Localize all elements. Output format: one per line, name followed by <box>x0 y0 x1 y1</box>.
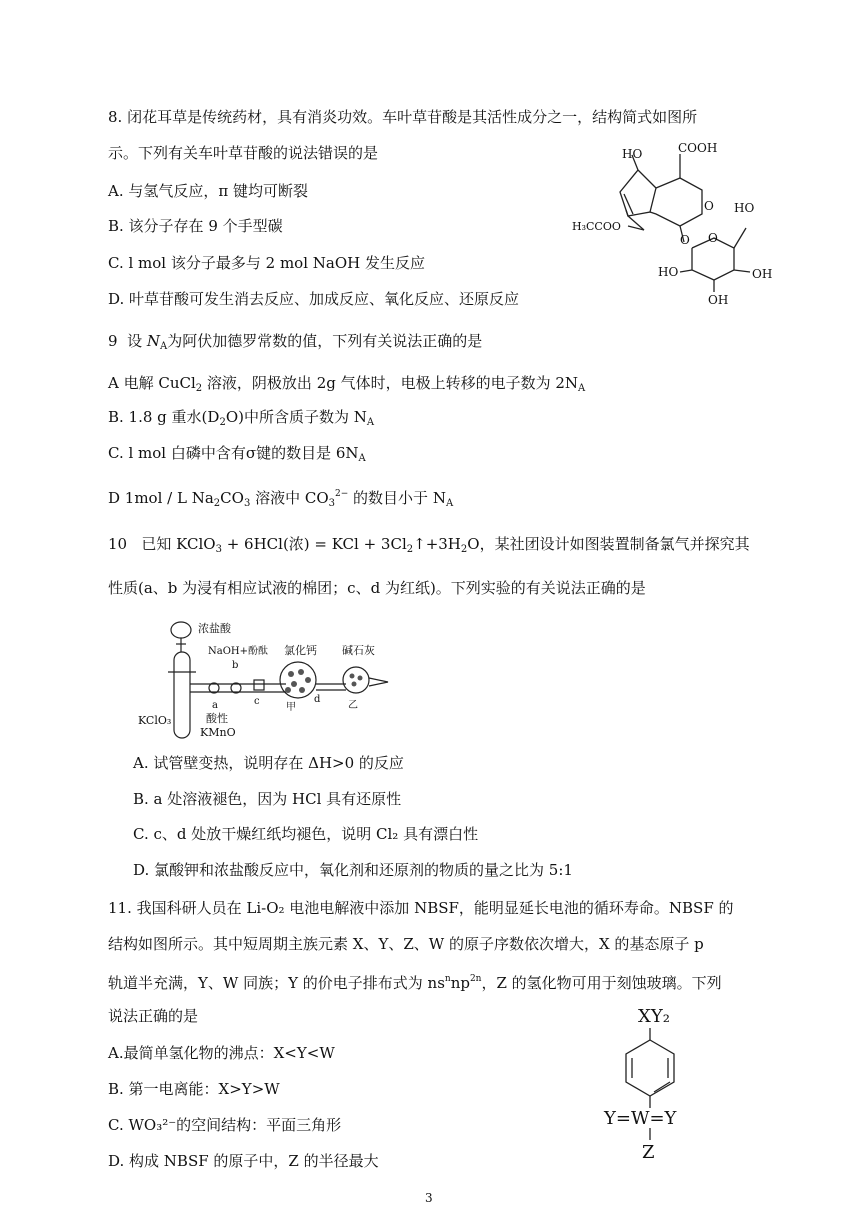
q8-sugar-o-label: O <box>708 231 718 245</box>
q8-cooh-label: COOH <box>678 141 718 155</box>
q9-na-symbol: N <box>146 332 161 350</box>
q8-option-c: C. l mol 该分子最多与 2 mol NaOH 发生反应 <box>108 254 425 272</box>
q10-eq-s3: 2 <box>460 544 468 555</box>
q11-z-label: Z <box>642 1142 655 1163</box>
q9-stem-start: 设 <box>127 332 143 350</box>
q9-c-pre: C. l mol 白磷中含有σ键的数目是 6N <box>108 444 359 462</box>
q9-d-sup3: 2− <box>335 489 349 499</box>
q11-stem-line1: 11. 我国科研人员在 Li-O₂ 电池电解液中添加 NBSF，能明显延长电池的循环寿命。NBSF 的 <box>108 899 734 917</box>
q8-ho3-label: HO <box>658 265 679 279</box>
q10-d-label: d <box>314 694 321 705</box>
q11-option-b: B. 第一电离能：X>Y>W <box>108 1080 280 1098</box>
q11-option-d: D. 构成 NBSF 的原子中，Z 的半径最大 <box>108 1152 379 1170</box>
q10-option-a: A. 试管壁变热，说明存在 ΔH>0 的反应 <box>133 754 404 772</box>
q10-eq-s2: 2 <box>406 544 414 555</box>
q9-b-end: A <box>366 417 375 428</box>
q8-stem-line1: 8. 闭花耳草是传统药材，具有消炎功效。车叶草苷酸是其活性成分之一，结构简式如图所 <box>108 108 698 126</box>
q11-l3-pre: 轨道半充满，Y、W 同族；Y 的价电子排布式为 ns <box>108 974 445 992</box>
q9-c-end: A <box>358 453 366 464</box>
q8-option-a: A. 与氢气反应，π 键均可断裂 <box>108 182 308 200</box>
q10-yi-label: 乙 <box>348 700 358 711</box>
q11-stem-line4: 说法正确的是 <box>108 1007 199 1025</box>
q8-ho-label: HO <box>622 147 643 161</box>
q11-top-label: XY₂ <box>638 1006 670 1027</box>
q9-b-sub: 2 <box>219 417 226 428</box>
q11-l3-post: ，Z 的氢化物可用于刻蚀玻璃。下列 <box>481 974 722 992</box>
q10-cacl2-label: 氯化钙 <box>284 644 317 657</box>
q9-d-sub2: 3 <box>243 498 251 509</box>
q8-ester-label: H₃CCOO <box>572 220 621 233</box>
q8-oh1-label: OH <box>752 267 773 281</box>
q11-l3-sup1: n <box>444 974 451 984</box>
q8-oh2-label: OH <box>708 293 729 307</box>
q10-sodalime-label: 碱石灰 <box>342 644 375 657</box>
q10-b-label: b <box>232 660 239 671</box>
q10-eq-post: O，某社团设计如图装置制备氯气并探究其 <box>467 535 750 553</box>
q10-stem-line1 <box>108 534 750 560</box>
q10-conc-hcl-label: 浓盐酸 <box>198 622 231 635</box>
q9-b-post: O)中所含质子数为 N <box>225 408 367 426</box>
q9-option-b <box>108 407 374 433</box>
q9-stem <box>108 331 482 357</box>
q10-eq-mid2: ↑+3H <box>413 535 461 553</box>
q10-naoh-label: NaOH+酚酞 <box>208 646 269 657</box>
q9-option-d <box>108 484 453 514</box>
q10-apparatus-diagram <box>136 612 396 742</box>
q9-number: 9 <box>108 332 118 350</box>
q10-a-label: a <box>212 700 218 711</box>
q11-stem-line3 <box>108 969 722 993</box>
q9-option-a <box>108 373 585 399</box>
q10-number: 10 <box>108 535 128 553</box>
q10-kmno-label: KMnO <box>200 726 236 739</box>
q11-l3-sup2: 2n <box>469 974 482 984</box>
q9-na-sub: A <box>160 341 168 352</box>
q8-stem-line2: 示。下列有关车叶草苷酸的说法错误的是 <box>108 144 379 162</box>
q9-a-sub: 2 <box>195 383 203 394</box>
q10-c-label: c <box>254 696 260 707</box>
q9-d-sub3: 3 <box>328 498 335 509</box>
q11-l3-mid: np <box>450 974 470 992</box>
q9-d-mid2: 溶液中 CO <box>250 489 329 507</box>
q11-option-a: A.最简单氢化物的沸点：X<Y<W <box>108 1044 335 1062</box>
q8-ring-o-label: O <box>704 199 714 213</box>
q9-b-pre: B. 1.8 g 重水(D <box>108 408 220 426</box>
page-number: 3 <box>425 1191 433 1205</box>
q9-d-pre: D 1mol / L Na <box>108 489 214 507</box>
q10-jia-label: 甲 <box>286 702 296 713</box>
q9-a-post: 溶液，阴极放出 2g 气体时，电极上转移的电子数为 2N <box>202 374 579 392</box>
q10-stem-line2: 性质(a、b 为浸有相应试液的棉团；c、d 为红纸)。下列实验的有关说法正确的是 <box>108 579 646 597</box>
q10-option-d: D. 氯酸钾和浓盐酸反应中，氧化剂和还原剂的物质的量之比为 5:1 <box>133 861 573 879</box>
q9-option-c <box>108 443 366 469</box>
q9-a-end: A <box>578 383 586 394</box>
q11-nbsf-structure <box>596 1000 706 1165</box>
q10-eq-s1: 3 <box>215 544 222 555</box>
q9-d-post: 的数目小于 N <box>348 489 446 507</box>
q8-option-d: D. 叶草苷酸可发生消去反应、加成反应、氧化反应、还原反应 <box>108 290 520 308</box>
q9-d-sub1: 2 <box>213 498 221 509</box>
q10-option-c: C. c、d 处放干燥红纸均褪色，说明 Cl₂ 具有漂白性 <box>133 825 479 843</box>
q10-eq-mid1: + 6HCl(浓) = KCl + 3Cl <box>221 535 407 553</box>
q10-acidic-label: 酸性 <box>206 712 228 725</box>
q10-option-b: B. a 处溶液褪色，因为 HCl 具有还原性 <box>133 790 402 808</box>
q8-molecule-structure <box>568 130 798 310</box>
q10-kclo3-label: KClO₃ <box>138 714 172 727</box>
q11-stem-line2: 结构如图所示。其中短周期主族元素 X、Y、Z、W 的原子序数依次增大，X 的基态原子 p <box>108 935 704 953</box>
q9-d-mid: CO <box>220 489 244 507</box>
q9-a-pre: A 电解 CuCl <box>108 374 196 392</box>
q11-option-c: C. WO₃²⁻的空间结构：平面三角形 <box>108 1116 342 1134</box>
q8-ho2-label: HO <box>734 201 755 215</box>
q9-stem-rest: 为阿伏加德罗常数的值，下列有关说法正确的是 <box>167 332 483 350</box>
q10-eq-pre: 已知 KClO <box>141 535 216 553</box>
q8-option-b: B. 该分子存在 9 个手型碳 <box>108 217 283 235</box>
q11-bottom-label: Y=W=Y <box>604 1108 677 1129</box>
q9-d-end: A <box>445 498 454 509</box>
q8-link-o-label: O <box>680 233 690 247</box>
